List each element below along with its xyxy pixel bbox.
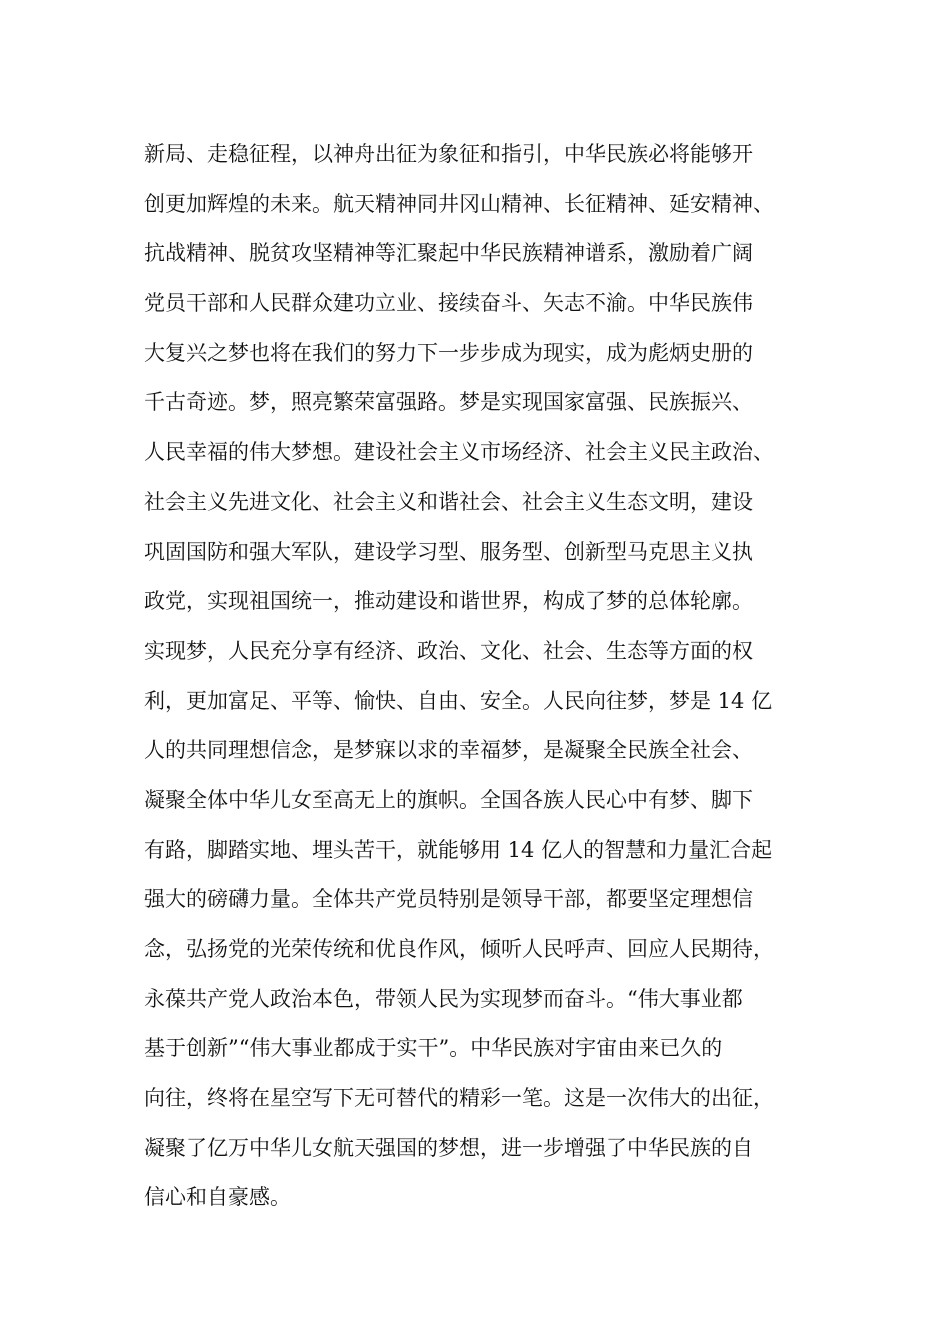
text-line: 基于创新”“伟大事业都成于实干”。中华民族对宇宙由来已久的 — [144, 1036, 723, 1061]
text-line: 凝聚了亿万中华儿女航天强国的梦想，进一步增强了中华民族的自 — [144, 1135, 753, 1160]
text-line: 凝聚全体中华儿女至高无上的旗帜。全国各族人民心中有梦、脚下 — [144, 787, 753, 812]
text-line: 千古奇迹。梦，照亮繁荣富强路。梦是实现国家富强、民族振兴、 — [144, 390, 753, 415]
text-line: 实现梦，人民充分享有经济、政治、文化、社会、生态等方面的权 — [144, 638, 753, 663]
text-line: 向往，终将在星空写下无可替代的精彩一笔。这是一次伟大的出征， — [144, 1086, 774, 1111]
text-line: 创更加辉煌的未来。航天精神同井冈山精神、长征精神、延安精神、 — [144, 191, 774, 216]
text-line: 巩固国防和强大军队，建设学习型、服务型、创新型马克思主义执 — [144, 539, 753, 564]
text-line: 念，弘扬党的光荣传统和优良作风，倾听人民呼声、回应人民期待， — [144, 937, 774, 961]
text-line: 信心和自豪感。 — [144, 1185, 291, 1210]
text-line: 抗战精神、脱贫攻坚精神等汇聚起中华民族精神谱系，激励着广阔 — [144, 241, 753, 266]
text-line: 政党，实现祖国统一，推动建设和谐世界，构成了梦的总体轮廓。 — [144, 589, 753, 614]
text-line: 社会主义先进文化、社会主义和谐社会、社会主义生态文明，建设 — [144, 489, 753, 514]
text-line: 大复兴之梦也将在我们的努力下一步步成为现实，成为彪炳史册的 — [144, 340, 753, 365]
text-line: 党员干部和人民群众建功立业、接续奋斗、矢志不渝。中华民族伟 — [144, 291, 753, 316]
text-line: 强大的磅礴力量。全体共产党员特别是领导干部，都要坚定理想信 — [144, 887, 753, 912]
body-text — [144, 134, 824, 1227]
text-line: 利，更加富足、平等、愉快、自由、安全。人民向往梦，梦是 14 亿 — [144, 688, 773, 713]
text-line: 人的共同理想信念，是梦寐以求的幸福梦，是凝聚全民族全社会、 — [144, 738, 753, 763]
text-line: 有路，脚踏实地、埋头苦干，就能够用 14 亿人的智慧和力量汇合起 — [144, 837, 773, 862]
text-line: 新局、走稳征程，以神舟出征为象征和指引，中华民族必将能够开 — [144, 142, 753, 166]
text-line: 人民幸福的伟大梦想。建设社会主义市场经济、社会主义民主政治、 — [144, 440, 774, 465]
text-line: 永葆共产党人政治本色，带领人民为实现梦而奋斗。“伟大事业都 — [144, 986, 743, 1011]
